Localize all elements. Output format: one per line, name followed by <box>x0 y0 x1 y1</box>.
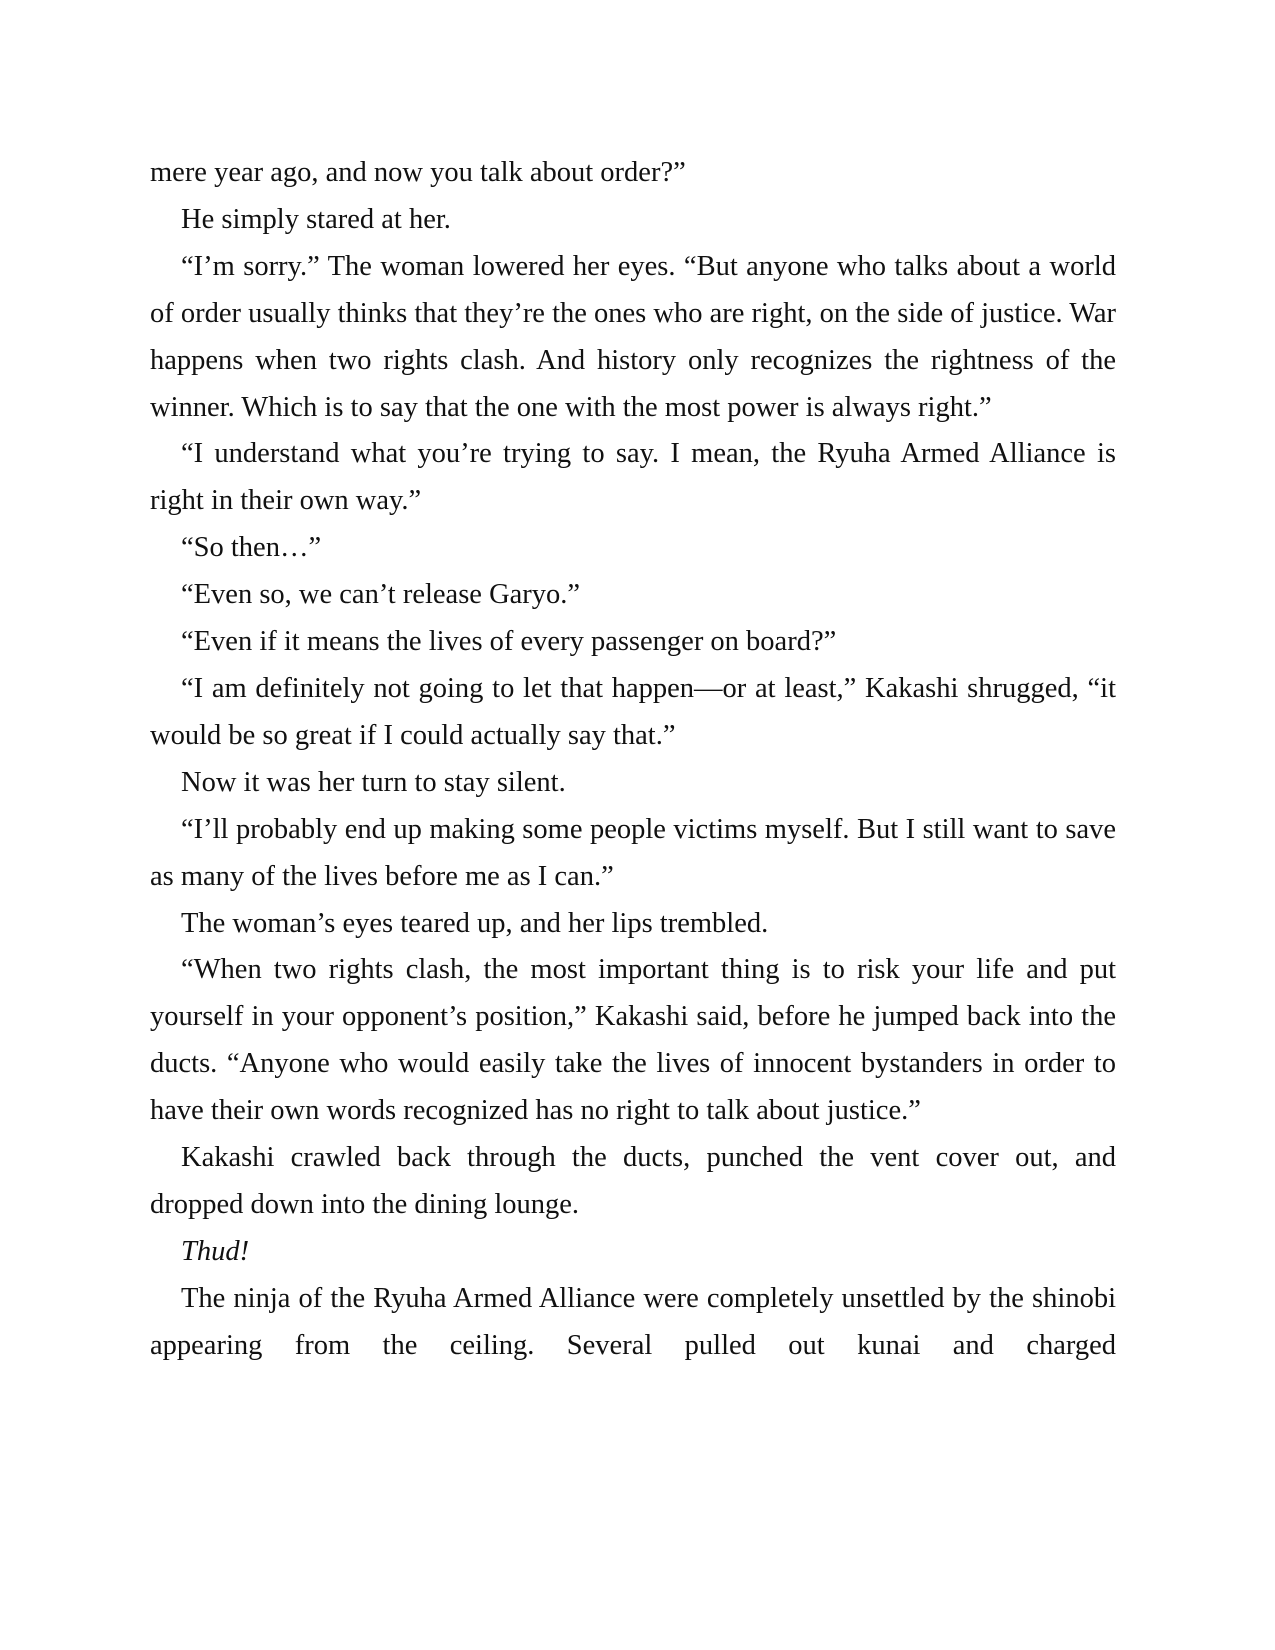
paragraph-12: “When two rights clash, the most important thing is to risk your life and put yourself in your opponent’s position,” Kakashi said, before he jumped back into the ducts. “Anyone who would easily take the lives of innocent bystanders in order to have their own words recognized has no right to talk about justice.” <box>150 954 1116 1127</box>
paragraph-8: “I am definitely not going to let that happen—or at least,” Kakashi shrugged, “it would be so great if I could actually say that.” <box>150 672 1116 751</box>
paragraph-2: He simply stared at her. <box>181 203 451 235</box>
paragraph-11: The woman’s eyes teared up, and her lips trembled. <box>181 907 769 939</box>
paragraph-13: Kakashi crawled back through the ducts, punched the vent cover out, and dropped down into the dining lounge. <box>150 1142 1116 1220</box>
paragraph-7: “Even if it means the lives of every passenger on board?” <box>181 626 837 658</box>
paragraph-15: The ninja of the Ryuha Armed Alliance were completely unsettled by the shinobi appearing from the ceiling. Several pulled out kunai and charged <box>150 1282 1116 1361</box>
paragraph-10: “I’ll probably end up making some people victims myself. But I still want to save as many of the lives before me as I can.” <box>150 813 1116 892</box>
paragraph-5: “So then…” <box>181 532 322 564</box>
paragraph-14 <box>150 1229 1116 1276</box>
book-page <box>150 150 1116 1370</box>
paragraph-4: “I understand what you’re trying to say. I mean, the Ryuha Armed Alliance is right in their own way.” <box>150 438 1116 517</box>
paragraph-6: “Even so, we can’t release Garyo.” <box>181 579 581 611</box>
paragraph-3: “I’m sorry.” The woman lowered her eyes. “But anyone who talks about a world of order usually thinks that they’re the ones who are right, on the side of justice. War happens when two rights clash. And history only recognizes the rightness of the winner. Which is to say that the one with the most power is always right.” <box>150 250 1116 423</box>
paragraph-9: Now it was her turn to stay silent. <box>181 766 566 798</box>
paragraph-1: mere year ago, and now you talk about order?” <box>150 157 686 188</box>
sound-effect-text: Thud! <box>181 1235 250 1267</box>
